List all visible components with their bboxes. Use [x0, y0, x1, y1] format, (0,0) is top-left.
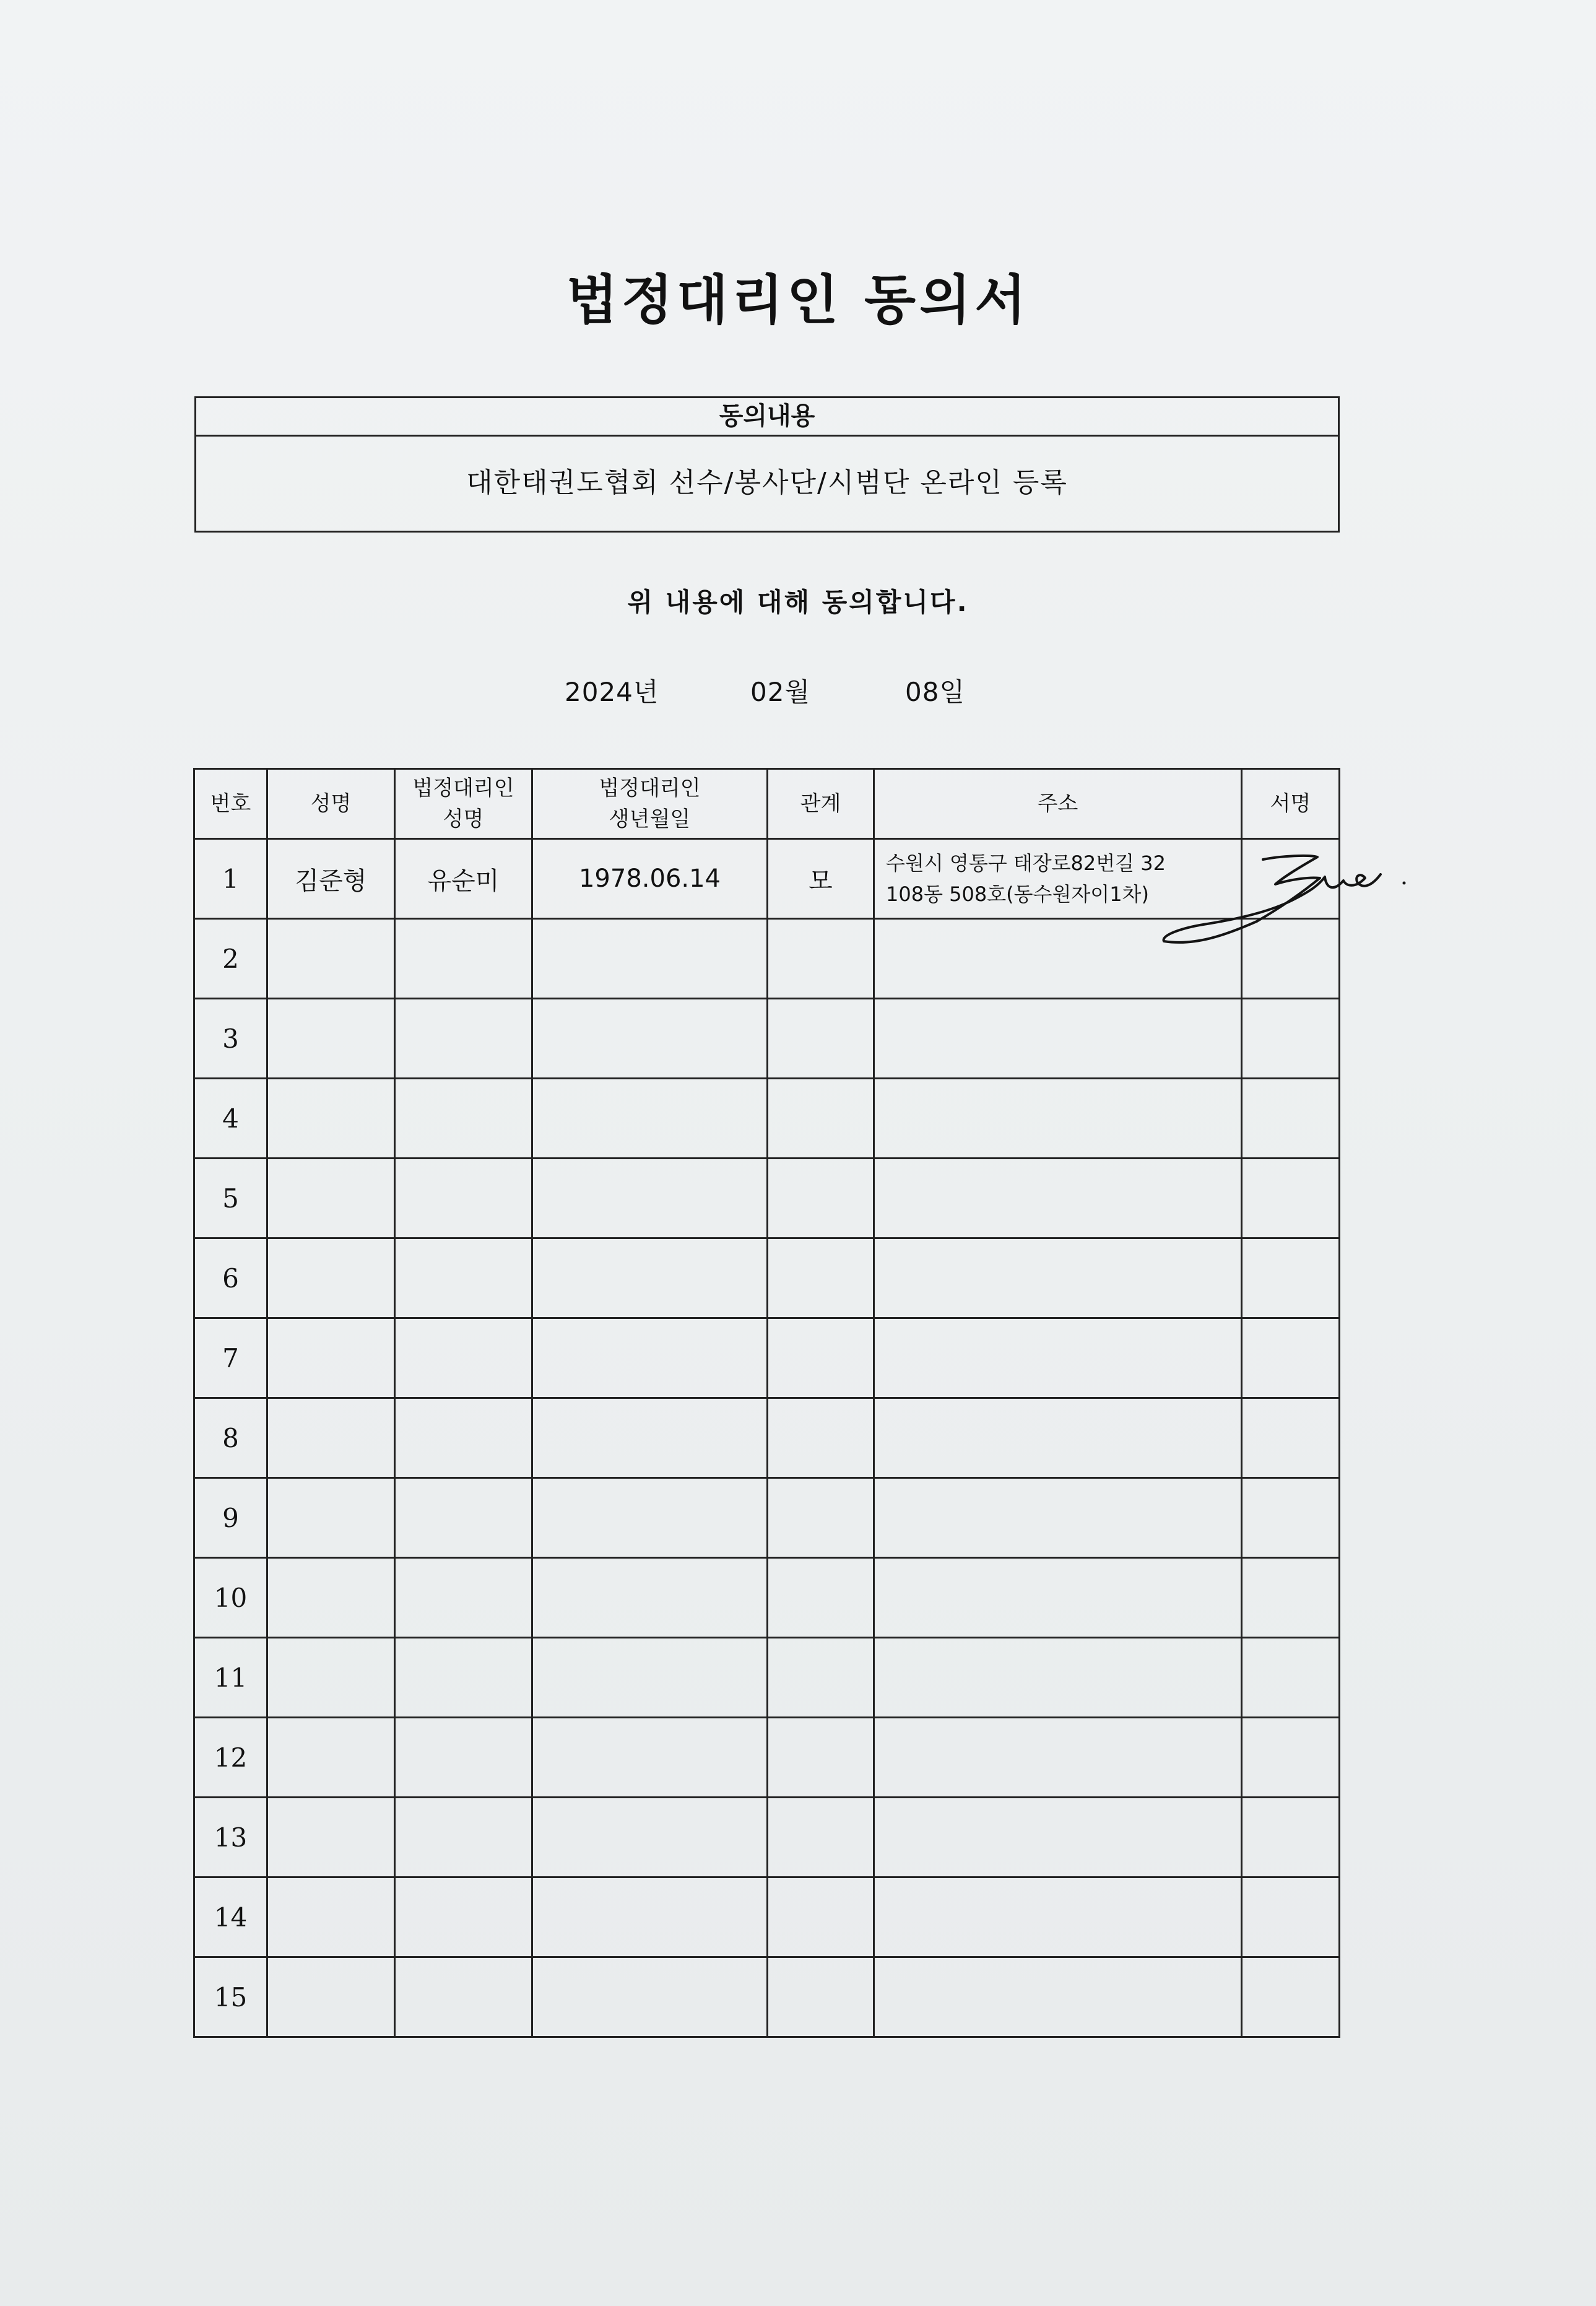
row-guardian-name [395, 1318, 532, 1398]
row-name [267, 1957, 395, 2037]
row-relation [768, 1079, 874, 1159]
row-no: 2 [194, 919, 267, 999]
date-day: 08일 [905, 677, 966, 707]
row-guardian-birth [532, 1877, 768, 1957]
row-relation [768, 1718, 874, 1798]
table-row [194, 1478, 1340, 1558]
row-guardian-birth [532, 1957, 768, 2037]
row-relation [768, 1798, 874, 1877]
row-no: 1 [194, 839, 267, 919]
agree-statement: 위 내용에 대해 동의합니다. [627, 587, 969, 617]
row-no: 10 [194, 1558, 267, 1638]
row-address [874, 1159, 1242, 1238]
page-title: 법정대리인 동의서 [566, 269, 1030, 331]
row-signature [1242, 1398, 1340, 1478]
row-address [874, 1957, 1242, 2037]
row-address-line2: 108동 508호(동수원자이1차) [886, 882, 1149, 906]
row-name [267, 1638, 395, 1718]
row-no: 8 [194, 1398, 267, 1478]
row-guardian-birth [532, 1238, 768, 1318]
row-guardian-birth [532, 1398, 768, 1478]
consent-body: 대한태권도협회 선수/봉사단/시범단 온라인 등록 [466, 467, 1068, 498]
table-row [194, 1238, 1340, 1318]
row-name [267, 999, 395, 1079]
header-signature: 서명 [1242, 769, 1340, 839]
header-guardian-name-line1: 법정대리인 [412, 776, 514, 801]
row-address [874, 1238, 1242, 1318]
row-guardian-name [395, 1957, 532, 2037]
row-signature [1242, 1238, 1340, 1318]
row-address [874, 1558, 1242, 1638]
row-signature [1242, 1558, 1340, 1638]
row-no: 5 [194, 1159, 267, 1238]
row-signature [1242, 1957, 1340, 2037]
row-relation [768, 1398, 874, 1478]
header-address: 주소 [874, 769, 1242, 839]
row-guardian-birth [532, 1798, 768, 1877]
table-row [194, 1798, 1340, 1877]
table-row [194, 1079, 1340, 1159]
row-relation [768, 1558, 874, 1638]
header-guardian-name [395, 769, 532, 839]
handwritten-signature-icon [1158, 842, 1418, 954]
row-no: 11 [194, 1638, 267, 1718]
row-guardian-birth [532, 1159, 768, 1238]
table-row [194, 1159, 1340, 1238]
row-signature [1242, 999, 1340, 1079]
row-address [874, 999, 1242, 1079]
row-relation [768, 1478, 874, 1558]
row-guardian-birth [532, 999, 768, 1079]
row-name [267, 1718, 395, 1798]
row-signature [1242, 1877, 1340, 1957]
row-no: 15 [194, 1957, 267, 2037]
row-guardian-name [395, 919, 532, 999]
row-guardian-name [395, 1718, 532, 1798]
row-guardian-name [395, 999, 532, 1079]
row-relation [768, 1638, 874, 1718]
row-guardian-birth [532, 1638, 768, 1718]
row-address [874, 1079, 1242, 1159]
header-guardian-name-line2: 성명 [443, 807, 484, 832]
header-relation: 관계 [768, 769, 874, 839]
header-guardian-birth-line2: 생년월일 [609, 807, 691, 832]
row-guardian-name [395, 1798, 532, 1877]
roster-table [193, 768, 1340, 2038]
row-signature [1242, 1318, 1340, 1398]
table-row [194, 1638, 1340, 1718]
row-guardian-birth [532, 1478, 768, 1558]
table-row [194, 1558, 1340, 1638]
row-address [874, 1478, 1242, 1558]
header-guardian-birth-line1: 법정대리인 [599, 776, 701, 801]
row-guardian-name [395, 1398, 532, 1478]
row-guardian-name [395, 1638, 532, 1718]
date-month: 02월 [750, 677, 811, 707]
table-header-row [194, 769, 1340, 839]
row-relation [768, 1318, 874, 1398]
row-guardian-name [395, 1558, 532, 1638]
row-name [267, 1558, 395, 1638]
table-row [194, 1877, 1340, 1957]
row-name [267, 1318, 395, 1398]
row-signature [1242, 1478, 1340, 1558]
row-guardian-birth [532, 1079, 768, 1159]
row-guardian-name [395, 1877, 532, 1957]
row-no: 3 [194, 999, 267, 1079]
header-name: 성명 [267, 769, 395, 839]
consent-box [194, 396, 1340, 533]
row-guardian-name [395, 1478, 532, 1558]
row-no: 7 [194, 1318, 267, 1398]
row-guardian-birth [532, 1718, 768, 1798]
row-address-line1: 수원시 영통구 태장로82번길 32 [886, 851, 1166, 875]
row-guardian-name [395, 1159, 532, 1238]
row-guardian-name: 유순미 [395, 839, 532, 919]
date-year: 2024년 [565, 677, 659, 707]
row-name [267, 1079, 395, 1159]
row-no: 14 [194, 1877, 267, 1957]
row-address [874, 1398, 1242, 1478]
row-signature [1242, 1718, 1340, 1798]
header-no: 번호 [194, 769, 267, 839]
row-name: 김준형 [267, 839, 395, 919]
row-no: 12 [194, 1718, 267, 1798]
table-row [194, 1318, 1340, 1398]
row-address [874, 1718, 1242, 1798]
row-relation [768, 919, 874, 999]
row-name [267, 1798, 395, 1877]
row-name [267, 1877, 395, 1957]
consent-header: 동의내용 [196, 398, 1338, 437]
row-guardian-name [395, 1238, 532, 1318]
row-guardian-birth: 1978.06.14 [532, 839, 768, 919]
row-relation [768, 1957, 874, 2037]
row-address [874, 1638, 1242, 1718]
row-name [267, 919, 395, 999]
row-signature [1242, 1798, 1340, 1877]
row-name [267, 1238, 395, 1318]
row-address [874, 1877, 1242, 1957]
row-signature [1242, 1638, 1340, 1718]
row-no: 4 [194, 1079, 267, 1159]
row-address [874, 1798, 1242, 1877]
row-signature [1242, 1159, 1340, 1238]
row-guardian-birth [532, 1558, 768, 1638]
table-row [194, 1957, 1340, 2037]
row-relation [768, 1238, 874, 1318]
row-name [267, 1398, 395, 1478]
row-relation [768, 1877, 874, 1957]
row-guardian-name [395, 1079, 532, 1159]
row-guardian-birth [532, 919, 768, 999]
row-relation [768, 1159, 874, 1238]
table-row [194, 999, 1340, 1079]
row-no: 13 [194, 1798, 267, 1877]
row-name [267, 1159, 395, 1238]
table-row [194, 1398, 1340, 1478]
row-relation [768, 999, 874, 1079]
row-guardian-birth [532, 1318, 768, 1398]
header-guardian-birth [532, 769, 768, 839]
row-name [267, 1478, 395, 1558]
row-relation: 모 [768, 839, 874, 919]
row-address [874, 1318, 1242, 1398]
row-no: 9 [194, 1478, 267, 1558]
row-signature [1242, 1079, 1340, 1159]
row-no: 6 [194, 1238, 267, 1318]
table-row [194, 1718, 1340, 1798]
